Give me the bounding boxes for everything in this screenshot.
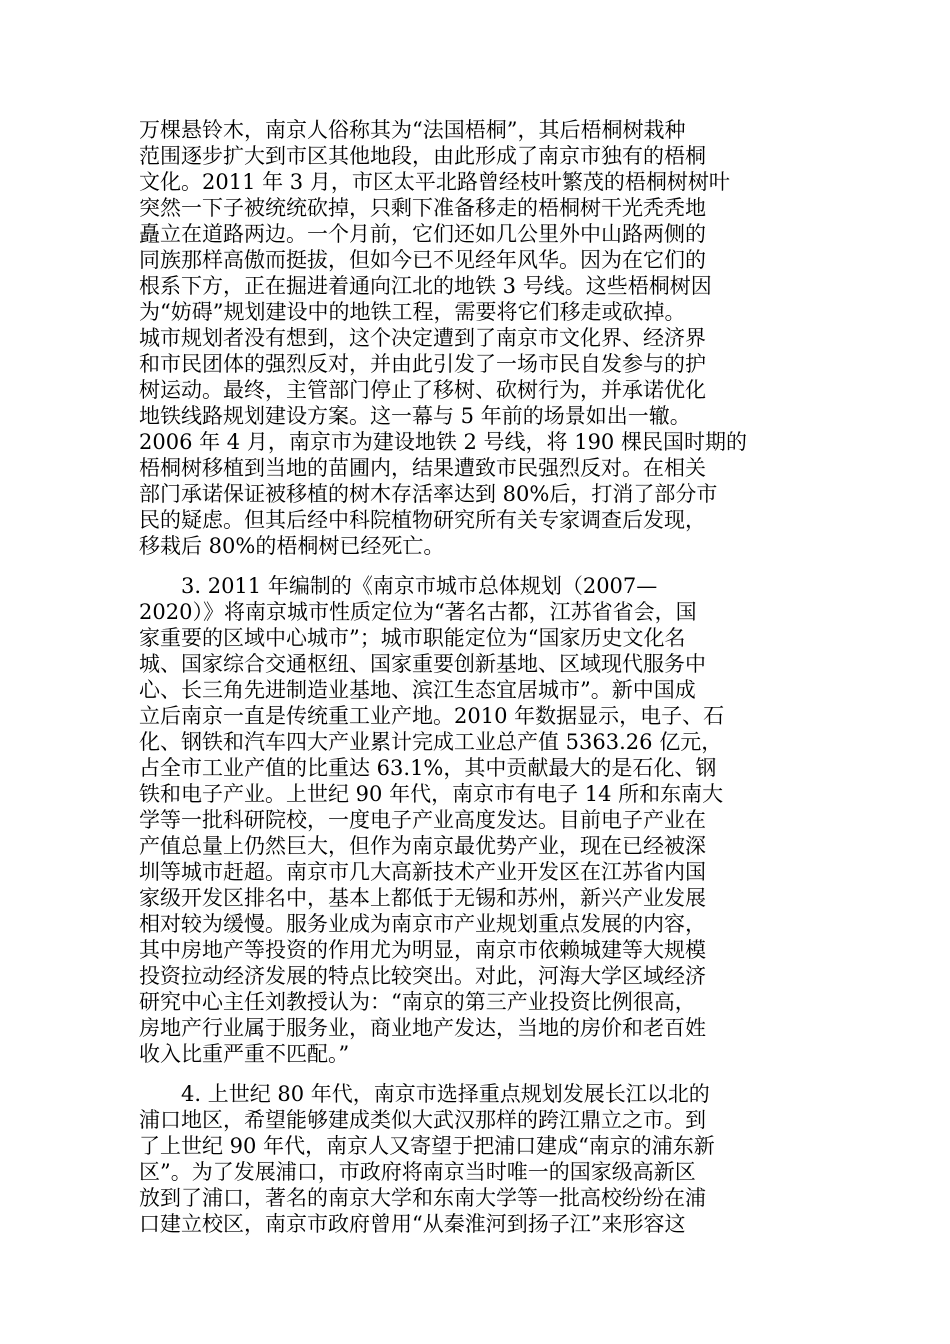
text-line: 心、长三角先进制造业基地、滨江生态宜居城市”。新中国成 — [139, 678, 696, 702]
text-line: 立后南京一直是传统重工业产地。2010 年数据显示，电子、石 — [139, 704, 725, 728]
text-line: 树运动。最终，主管部门停止了移树、砍树行为，并承诺优化 — [139, 378, 706, 402]
text-line: 相对较为缓慢。服务业成为南京市产业规划重点发展的内容， — [139, 912, 706, 936]
text-line: 民的疑虑。但其后经中科院植物研究所有关专家调查后发现， — [139, 508, 706, 532]
text-line: 2020）》将南京城市性质定位为“著名古都，江苏省省会，国 — [139, 600, 697, 624]
text-line: 根系下方，正在掘进着通向江北的地铁 3 号线。这些梧桐树因 — [139, 274, 712, 298]
text-line: 2006 年 4 月，南京市为建设地铁 2 号线，将 190 棵民国时期的 — [139, 430, 747, 454]
text-line: 了上世纪 90 年代，南京人又寄望于把浦口建成“南京的浦东新 — [139, 1134, 715, 1158]
text-line: 收入比重严重不匹配。” — [139, 1042, 350, 1066]
text-line: 铁和电子产业。上世纪 90 年代，南京市有电子 14 所和东南大 — [139, 782, 724, 806]
text-line: 产值总量上仍然巨大，但作为南京最优势产业，现在已经被深 — [139, 834, 706, 858]
text-line: 家级开发区排名中，基本上都低于无锡和苏州，新兴产业发展 — [139, 886, 706, 910]
text-line: 学等一批科研院校，一度电子产业高度发达。目前电子产业在 — [139, 808, 706, 832]
text-line: 地铁线路规划建设方案。这一幕与 5 年前的场景如出一辙。 — [139, 404, 691, 428]
text-line: 文化。2011 年 3 月，市区太平北路曾经枝叶繁茂的梧桐树树叶 — [139, 170, 730, 194]
text-line: 研究中心主任刘教授认为：“南京的第三产业投资比例很高， — [139, 990, 696, 1014]
text-line: 化、钢铁和汽车四大产业累计完成工业总产值 5363.26 亿元， — [139, 730, 723, 754]
text-line: 家重要的区域中心城市”；城市职能定位为“国家历史文化名 — [139, 626, 686, 650]
text-line: 口建立校区，南京市政府曾用“从秦淮河到扬子江”来形容这 — [139, 1212, 686, 1236]
text-line: 圳等城市赶超。南京市几大高新技术产业开发区在江苏省内国 — [139, 860, 706, 884]
text-line: 浦口地区，希望能够建成类似大武汉那样的跨江鼎立之市。到 — [139, 1108, 706, 1132]
text-line: 梧桐树移植到当地的苗圃内，结果遭致市民强烈反对。在相关 — [139, 456, 706, 480]
text-line: 占全市工业产值的比重达 63.1%，其中贡献最大的是石化、钢 — [139, 756, 717, 780]
text-line: 为“妨碍”规划建设中的地铁工程，需要将它们移走或砍掉。 — [139, 300, 686, 324]
text-line: 区”。为了发展浦口，市政府将南京当时唯一的国家级高新区 — [139, 1160, 696, 1184]
text-line: 范围逐步扩大到市区其他地段，由此形成了南京市独有的梧桐 — [139, 144, 706, 168]
text-line: 同族那样高傲而挺拔，但如今已不见经年风华。因为在它们的 — [139, 248, 706, 272]
text-line: 万棵悬铃木，南京人俗称其为“法国梧桐”，其后梧桐树栽种 — [139, 118, 686, 142]
text-line: 投资拉动经济发展的特点比较突出。对此，河海大学区域经济 — [139, 964, 706, 988]
text-line: 部门承诺保证被移植的树木存活率达到 80%后，打消了部分市 — [139, 482, 718, 506]
text-line: 房地产行业属于服务业，商业地产发达，当地的房价和老百姓 — [139, 1016, 706, 1040]
text-line: 3. 2011 年编制的《南京市城市总体规划（2007— — [181, 574, 658, 598]
text-line: 其中房地产等投资的作用尤为明显，南京市依赖城建等大规模 — [139, 938, 706, 962]
text-line: 4. 上世纪 80 年代，南京市选择重点规划发展长江以北的 — [181, 1082, 710, 1106]
text-line: 城、国家综合交通枢纽、国家重要创新基地、区域现代服务中 — [139, 652, 706, 676]
text-line: 放到了浦口，著名的南京大学和东南大学等一批高校纷纷在浦 — [139, 1186, 706, 1210]
text-line: 矗立在道路两边。一个月前，它们还如几公里外中山路两侧的 — [139, 222, 706, 246]
text-line: 突然一下子被统统砍掉，只剩下准备移走的梧桐树干光秃秃地 — [139, 196, 706, 220]
text-line: 移栽后 80%的梧桐树已经死亡。 — [139, 534, 445, 558]
text-line: 城市规划者没有想到，这个决定遭到了南京市文化界、经济界 — [139, 326, 706, 350]
text-line: 和市民团体的强烈反对，并由此引发了一场市民自发参与的护 — [139, 352, 706, 376]
